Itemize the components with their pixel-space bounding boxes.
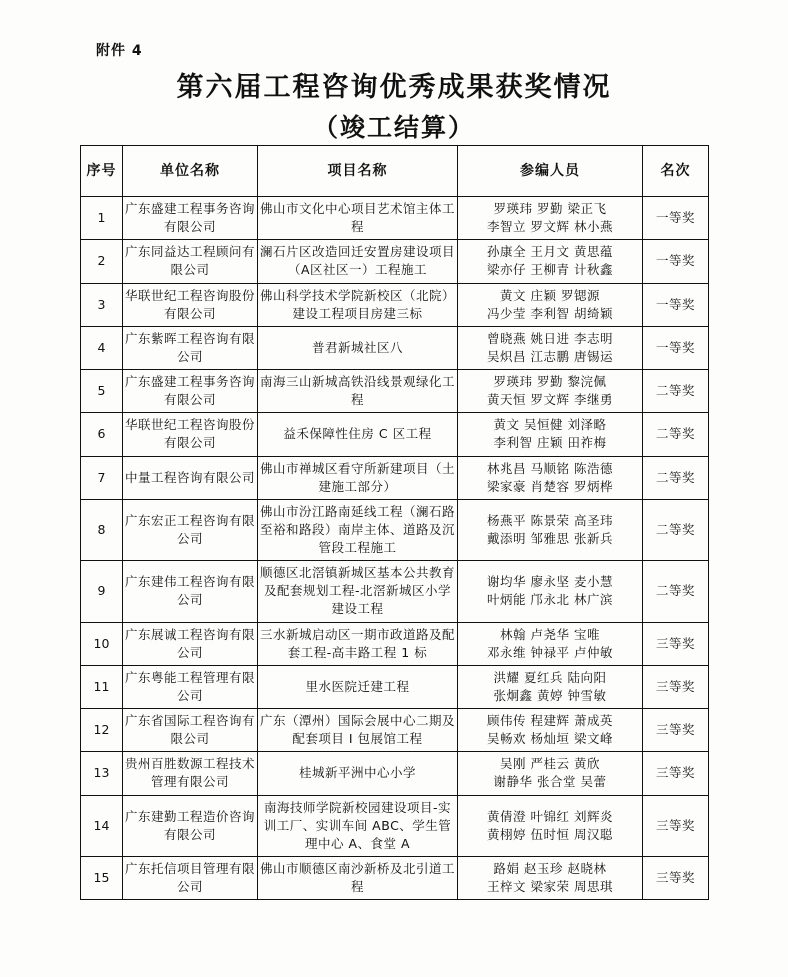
cell-序号: 14 [81, 795, 123, 856]
cell-序号: 9 [81, 561, 123, 622]
cell-序号: 5 [81, 370, 123, 413]
cell-project-name: 顺德区北滘镇新城区基本公共教育及配套规划工程-北滘新城区小学建设工程 [258, 561, 458, 622]
page-title: 第六届工程咨询优秀成果获奖情况 [176, 72, 612, 103]
table-row [81, 283, 709, 326]
cell-rank: 一等奖 [643, 197, 709, 240]
participants-line: 冯少莹 李利智 胡绮颖 [487, 305, 613, 321]
cell-序号: 12 [81, 709, 123, 752]
cell-participants [458, 413, 643, 456]
attachment-label: 附件 4 [96, 43, 143, 59]
column-header-people: 参编人员 [458, 146, 643, 197]
cell-序号: 11 [81, 665, 123, 708]
cell-participants [458, 370, 643, 413]
column-header-project: 项目名称 [258, 146, 458, 197]
cell-project-name: 佛山市顺德区南沙新桥及北引道工程 [258, 856, 458, 899]
cell-unit-name: 广东紫晖工程咨询有限公司 [123, 326, 258, 369]
participants-line: 黄文 吴恒健 刘泽略 [493, 417, 607, 433]
cell-unit-name: 广东省国际工程咨询有限公司 [123, 709, 258, 752]
cell-序号: 15 [81, 856, 123, 899]
cell-participants [458, 752, 643, 795]
cell-unit-name: 广东盛建工程事务咨询有限公司 [123, 370, 258, 413]
cell-project-name: 桂城新平洲中心小学 [258, 752, 458, 795]
cell-participants [458, 561, 643, 622]
column-header-unit: 单位名称 [123, 146, 258, 197]
column-header-rank: 名次 [643, 146, 709, 197]
cell-project-name: 南海三山新城高铁沿线景观绿化工程 [258, 370, 458, 413]
cell-participants [458, 499, 643, 560]
cell-rank: 一等奖 [643, 283, 709, 326]
cell-participants [458, 856, 643, 899]
cell-rank: 三等奖 [643, 709, 709, 752]
table-row [81, 561, 709, 622]
cell-project-name: 普君新城社区八 [258, 326, 458, 369]
cell-序号: 8 [81, 499, 123, 560]
table-row [81, 856, 709, 899]
table-row [81, 197, 709, 240]
cell-participants [458, 622, 643, 665]
table-row [81, 752, 709, 795]
cell-unit-name: 贵州百胜数源工程技术管理有限公司 [123, 752, 258, 795]
participants-line: 李利智 庄颖 田祚梅 [493, 435, 607, 451]
participants-line: 杨燕平 陈景荣 高圣玮 [487, 512, 613, 528]
cell-participants [458, 240, 643, 283]
cell-序号: 13 [81, 752, 123, 795]
participants-line: 戴添明 邹雅思 张新兵 [487, 530, 613, 546]
table-row [81, 795, 709, 856]
table-row [81, 456, 709, 499]
cell-rank: 三等奖 [643, 665, 709, 708]
cell-rank: 一等奖 [643, 240, 709, 283]
cell-rank: 三等奖 [643, 795, 709, 856]
participants-line: 孙康全 王月文 黄思蕴 [487, 244, 613, 260]
participants-line: 梁家豪 肖楚容 罗炳桦 [487, 478, 613, 494]
participants-line: 邓永维 钟禄平 卢仲敏 [487, 644, 613, 660]
cell-project-name: 益禾保障性住房 C 区工程 [258, 413, 458, 456]
cell-rank: 二等奖 [643, 413, 709, 456]
table-header-row [81, 146, 709, 197]
participants-line: 梁亦仔 王柳青 计秋鑫 [487, 262, 613, 278]
participants-line: 黄文 庄颖 罗锶源 [500, 287, 600, 303]
participants-line: 张炯鑫 黄婷 钟雪敏 [493, 687, 607, 703]
participants-line: 王梓文 梁家荣 周思琪 [487, 879, 613, 894]
cell-project-name: 广东（潭州）国际会展中心二期及配套项目 I 包展馆工程 [258, 709, 458, 752]
page-subtitle: （竣工结算） [312, 113, 475, 142]
cell-unit-name: 广东展诚工程咨询有限公司 [123, 622, 258, 665]
cell-rank: 二等奖 [643, 499, 709, 560]
cell-rank: 一等奖 [643, 326, 709, 369]
participants-line: 李智立 罗文辉 林小燕 [487, 219, 613, 235]
cell-序号: 4 [81, 326, 123, 369]
cell-序号: 2 [81, 240, 123, 283]
table-row [81, 709, 709, 752]
participants-line: 罗瑛玮 罗勤 梁正飞 [493, 201, 607, 216]
cell-project-name: 佛山市汾江路南延线工程（澜石路至裕和路段）南岸主体、道路及沉管段工程施工 [258, 499, 458, 560]
participants-line: 罗瑛玮 罗勤 黎浣佩 [493, 374, 607, 389]
cell-unit-name: 广东建伟工程咨询有限公司 [123, 561, 258, 622]
cell-participants [458, 795, 643, 856]
participants-line: 叶炳能 邝永北 林广滨 [487, 592, 613, 608]
participants-line: 顾伟传 程建辉 萧成英 [487, 713, 613, 728]
participants-line: 黄栩婷 伍时恒 周汉聪 [487, 826, 613, 842]
participants-line: 洪耀 夏红兵 陆向阳 [493, 669, 607, 685]
cell-project-name: 佛山市禅城区看守所新建项目（土建施工部分） [258, 456, 458, 499]
cell-unit-name: 华联世纪工程咨询股份有限公司 [123, 413, 258, 456]
cell-unit-name: 广东宏正工程咨询有限公司 [123, 499, 258, 560]
cell-participants [458, 665, 643, 708]
cell-unit-name: 广东粤能工程管理有限公司 [123, 665, 258, 708]
cell-unit-name: 广东同益达工程顾问有限公司 [123, 240, 258, 283]
cell-participants [458, 283, 643, 326]
table-row [81, 622, 709, 665]
participants-line: 林翰 卢尧华 宝唯 [500, 626, 600, 642]
cell-rank: 二等奖 [643, 456, 709, 499]
participants-line: 吴炽昌 江志鹏 唐锡运 [487, 348, 613, 364]
table-row [81, 370, 709, 413]
cell-unit-name: 广东托信项目管理有限公司 [123, 856, 258, 899]
participants-line: 黄天恒 罗文辉 李继勇 [487, 392, 613, 408]
participants-line: 曾晓燕 姚日进 李志明 [487, 330, 613, 346]
cell-序号: 7 [81, 456, 123, 499]
cell-unit-name: 广东建勤工程造价咨询有限公司 [123, 795, 258, 856]
participants-line: 吴刚 严桂云 黄欣 [500, 756, 600, 772]
cell-unit-name: 中量工程咨询有限公司 [123, 456, 258, 499]
table-row [81, 240, 709, 283]
cell-participants [458, 709, 643, 752]
participants-line: 吴畅欢 杨灿垣 梁文峰 [487, 731, 613, 747]
participants-line: 林兆昌 马顺铭 陈浩德 [487, 460, 613, 476]
cell-unit-name: 广东盛建工程事务咨询有限公司 [123, 197, 258, 240]
cell-unit-name: 华联世纪工程咨询股份有限公司 [123, 283, 258, 326]
cell-project-name: 南海技师学院新校园建设项目-实训工厂、实训车间 ABC、学生管理中心 A、食堂 A [258, 795, 458, 856]
cell-participants [458, 326, 643, 369]
cell-序号: 6 [81, 413, 123, 456]
participants-line: 路娟 赵玉珍 赵晓林 [493, 860, 607, 876]
column-header-no: 序号 [81, 146, 123, 197]
cell-project-name: 佛山市文化中心项目艺术馆主体工程 [258, 197, 458, 240]
cell-rank: 二等奖 [643, 561, 709, 622]
table-row [81, 665, 709, 708]
award-table [80, 145, 709, 900]
cell-project-name: 三水新城启动区一期市政道路及配套工程-高丰路工程 1 标 [258, 622, 458, 665]
table-row [81, 413, 709, 456]
cell-序号: 10 [81, 622, 123, 665]
participants-line: 黄倩澄 叶锦红 刘辉炎 [487, 808, 613, 824]
cell-rank: 二等奖 [643, 370, 709, 413]
table-row [81, 499, 709, 560]
cell-rank: 三等奖 [643, 752, 709, 795]
cell-project-name: 澜石片区改造回迁安置房建设项目（A区社区一）工程施工 [258, 240, 458, 283]
cell-rank: 三等奖 [643, 856, 709, 899]
participants-line: 谢静华 张合堂 吴蕾 [493, 774, 607, 790]
participants-line: 谢均华 廖永坚 麦小慧 [487, 574, 613, 590]
cell-participants [458, 197, 643, 240]
cell-序号: 1 [81, 197, 123, 240]
cell-project-name: 佛山科学技术学院新校区（北院）建设工程项目房建三标 [258, 283, 458, 326]
cell-participants [458, 456, 643, 499]
cell-project-name: 里水医院迁建工程 [258, 665, 458, 708]
cell-rank: 三等奖 [643, 622, 709, 665]
cell-序号: 3 [81, 283, 123, 326]
table-row [81, 326, 709, 369]
